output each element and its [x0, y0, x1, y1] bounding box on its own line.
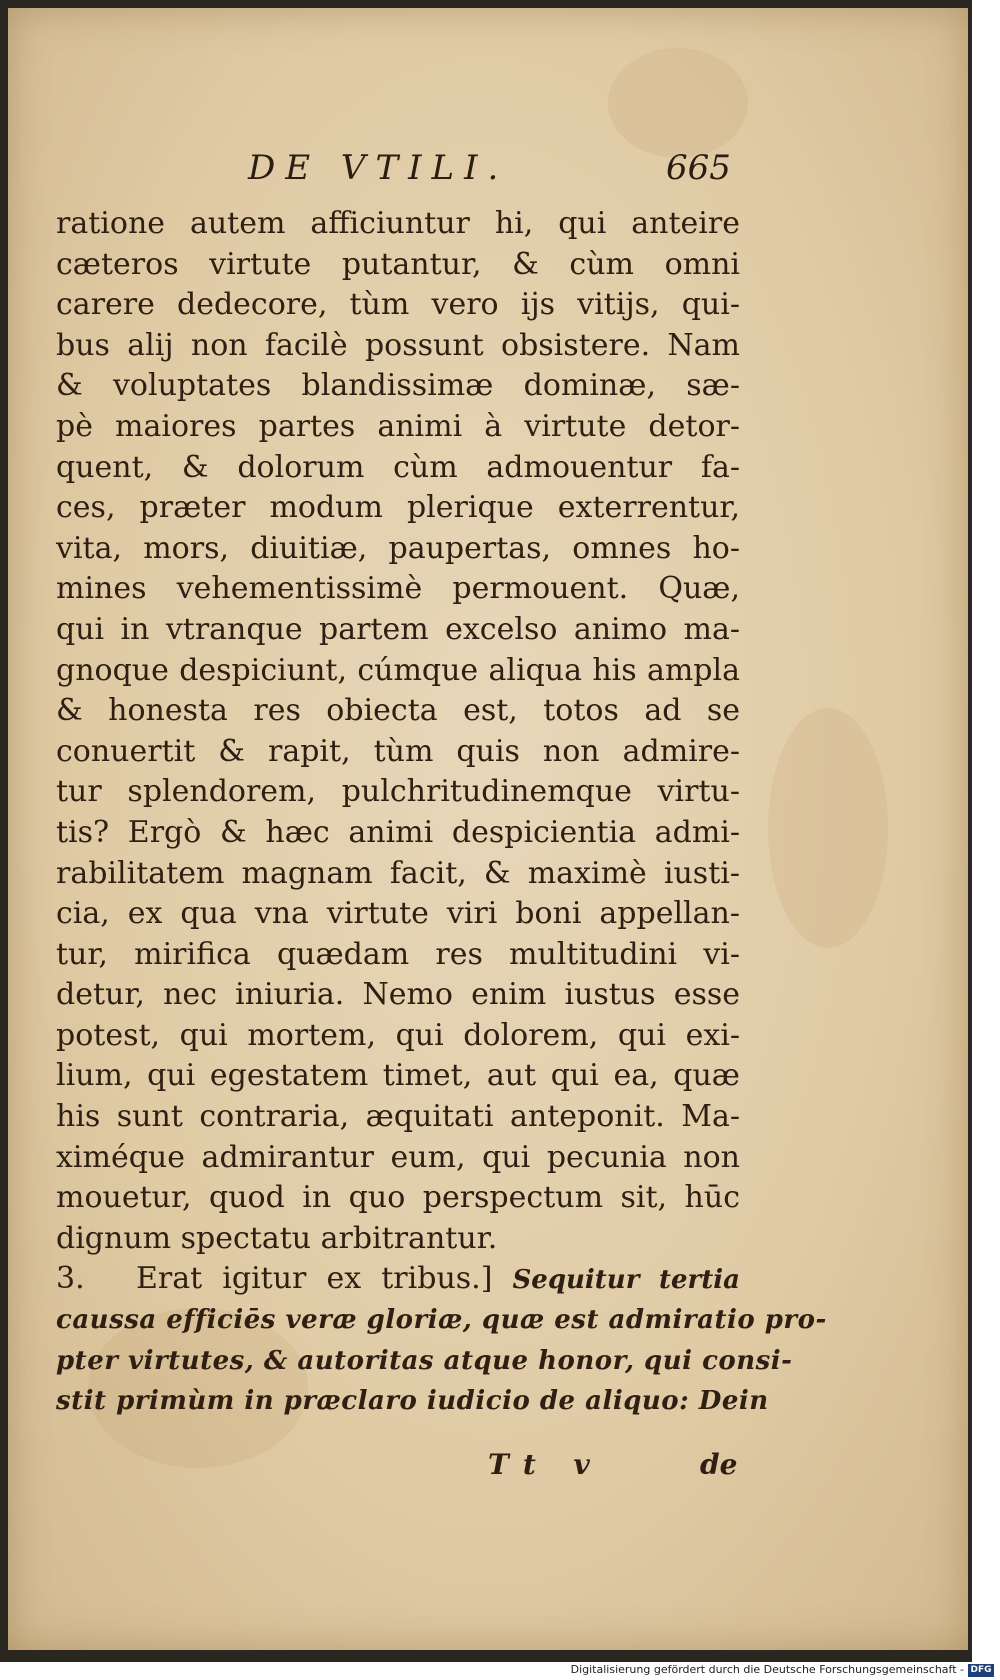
note-comment-line: pter virtutes, & autoritas atque honor, qui consi- [56, 1345, 793, 1376]
text-line: ximéque admirantur eum, qui pecunia non [56, 1139, 740, 1175]
text-line: lium, qui egestatem timet, aut qui ea, quæ [56, 1058, 740, 1094]
text-line: ratione autem afficiuntur hi, qui anteire [56, 206, 740, 241]
digitization-footer [0, 1662, 1000, 1680]
text-line: quent, & dolorum cùm admouentur fa- [56, 449, 740, 485]
text-line: conuertit & rapit, tùm quis non admire- [56, 733, 740, 769]
text-line: cæteros virtute putantur, & cùm omni [56, 246, 740, 282]
text-line: mouetur, quod in quo perspectum sit, hūc [56, 1180, 740, 1216]
text-line: tur, mirifica quædam res multitudini vi- [56, 936, 740, 972]
text-line: & voluptates blandissimæ dominæ, sæ- [56, 368, 740, 404]
paper-stain [608, 48, 748, 158]
book-page [8, 8, 968, 1650]
signature-mark: Tt v [488, 1448, 604, 1481]
text-line: detur, nec iniuria. Nemo enim iustus esse [56, 977, 740, 1013]
text-line: gnoque despiciunt, cúmque aliqua his ampla [56, 652, 740, 688]
main-text [56, 204, 827, 1422]
note-comment-start: Sequitur tertia [512, 1265, 740, 1296]
text-line: dignum spectatu arbitrantur. [56, 1220, 498, 1256]
note-comment-line: stit primùm in præclaro iudicio de aliquo: Dein [56, 1386, 769, 1417]
text-line: potest, qui mortem, qui dolorem, qui exi- [56, 1017, 740, 1053]
note-number: 3. [56, 1261, 85, 1297]
digitization-credit: Digitalisierung gefördert durch die Deutsche Forschungsgemeinschaft - [570, 1663, 964, 1676]
note-lemma: Erat igitur ex tribus.] [136, 1261, 493, 1297]
running-head [8, 148, 968, 198]
page-number: 665 [666, 148, 731, 188]
text-line: rabilitatem magnam facit, & maximè iusti- [56, 855, 740, 891]
text-line: carere dedecore, tùm vero ijs vitijs, qui- [56, 287, 740, 323]
text-line: his sunt contraria, æquitati anteponit. Ma- [56, 1099, 740, 1135]
paper-stain [768, 708, 888, 948]
text-line: cia, ex qua vna virtute viri boni appellan- [56, 896, 740, 932]
text-line: vita, mors, diuitiæ, paupertas, omnes ho- [56, 530, 740, 566]
text-line: bus alij non facilè possunt obsistere. Nam [56, 327, 740, 363]
text-line: & honesta res obiecta est, totos ad se [56, 693, 740, 729]
note-comment-line: caussa efficiēs veræ gloriæ, quæ est admiratio pro- [56, 1305, 827, 1336]
text-line: tis? Ergò & hæc animi despicientia admi- [56, 814, 740, 850]
catchword-row [8, 1448, 968, 1492]
text-line: tur splendorem, pulchritudinemque virtu- [56, 774, 740, 810]
catchword: de [700, 1448, 738, 1481]
text-line: qui in vtranque partem excelso animo ma- [56, 611, 740, 647]
text-line: mines vehementissimè permouent. Quæ, [56, 571, 740, 607]
note-heading-line [56, 1259, 740, 1300]
text-line: pè maiores partes animi à virtute detor- [56, 408, 740, 444]
dfg-logo: DFG [968, 1664, 994, 1677]
text-line: ces, præter modum plerique exterrentur, [56, 490, 740, 526]
running-title: DE VTILI. [248, 148, 509, 188]
